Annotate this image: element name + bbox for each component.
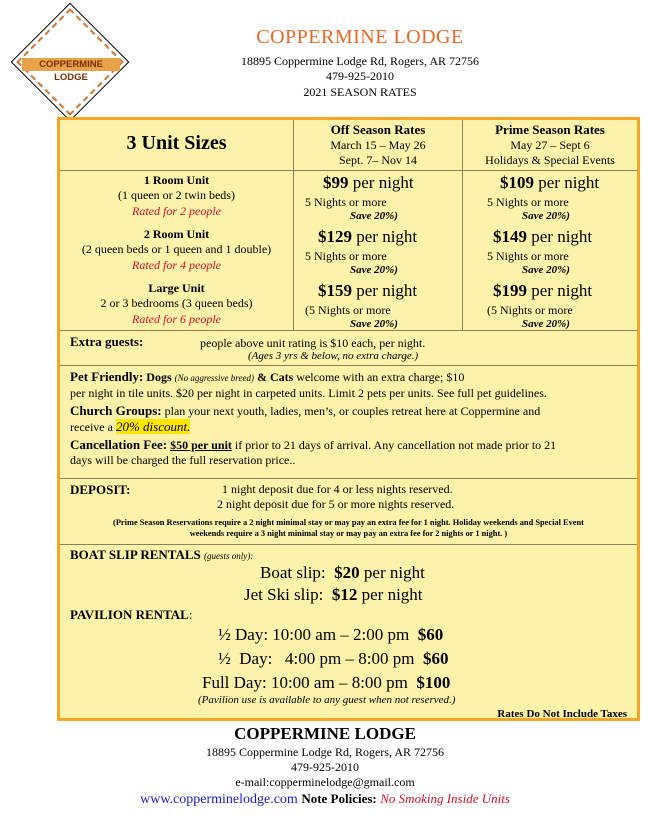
off-price: $99 <box>323 173 349 192</box>
save-note: Save 20%) <box>522 210 570 222</box>
pet-label: Pet Friendly: <box>70 369 144 384</box>
footer-address: 18895 Coppermine Lodge Rd, Rogers, AR 72756 <box>206 745 444 759</box>
unit-rating: Rated for 4 people <box>132 258 221 272</box>
prime-price-row: $199 per night <box>493 281 593 300</box>
footer-policies-line: www.copperminelodge.com Note Policies: No Smoking Inside Units <box>140 791 510 807</box>
rates-box <box>57 117 640 721</box>
deposit-label: DEPOSIT: <box>70 482 131 497</box>
extra-guests-text: people above unit rating is $10 each, per night. <box>200 336 426 350</box>
deposit-line1: 1 night deposit due for 4 or less nights reserved. <box>222 482 453 496</box>
prime-price: $149 <box>493 227 527 246</box>
header-season: 2021 SEASON RATES <box>303 85 417 99</box>
save-note: Save 20%) <box>522 318 570 330</box>
cancel-label: Cancellation Fee: <box>70 437 168 452</box>
unit-desc: 2 or 3 bedrooms (3 queen beds) <box>100 296 253 310</box>
boat-slip-row: Boat slip: $20 per night <box>260 563 425 582</box>
policies-text: No Smoking Inside Units <box>380 791 510 806</box>
logo-text: COPPERMINE LODGE <box>22 58 120 71</box>
off-season-dates2: Sept. 7– Nov 14 <box>339 153 417 167</box>
discount-note: 5 Nights or more <box>305 195 387 209</box>
discount-note: 5 Nights or more <box>487 195 569 209</box>
footer-phone: 479-925-2010 <box>291 760 359 774</box>
discount-note: 5 Nights or more <box>305 249 387 263</box>
unit-rating: Rated for 2 people <box>132 204 221 218</box>
save-note: Save 20%) <box>350 210 398 222</box>
church-label: Church Groups: <box>70 403 162 418</box>
off-price: $159 <box>318 281 352 300</box>
prime-price-row: $109 per night <box>500 173 600 192</box>
off-price-row: $99 per night <box>323 173 414 192</box>
boat-heading: BOAT SLIP RENTALS (guests only): <box>70 547 254 562</box>
deposit-line2: 2 night deposit due for 5 or more nights reserved. <box>217 497 455 511</box>
unit-name: Large Unit <box>148 281 205 295</box>
off-season-title: Off Season Rates <box>330 122 426 137</box>
save-note: Save 20%) <box>350 318 398 330</box>
footer-email: e-mail:copperminelodge@gmail.com <box>235 775 415 789</box>
unit-desc: (2 queen beds or 1 queen and 1 double) <box>81 242 272 256</box>
prime-price-row: $149 per night <box>493 227 593 246</box>
pavilion-label: PAVILION RENTAL <box>70 607 189 622</box>
off-season-dates1: March 15 – May 26 <box>330 138 426 152</box>
prime-season-title: Prime Season Rates <box>495 122 605 137</box>
church-line2: receive a 20% discount. <box>70 419 191 434</box>
prime-season-dates1: May 27 – Sept 6 <box>510 138 590 152</box>
discount-highlight: 20% discount. <box>115 419 191 434</box>
taxes-note: Rates Do Not Include Taxes <box>497 708 627 720</box>
pet-line1: Pet Friendly: Dogs (No aggressive breed) & Cats welcome with an extra charge; $10 <box>70 369 465 384</box>
page-title: COPPERMINE LODGE <box>256 26 464 48</box>
pavilion-row: ½ Day: 10:00 am – 2:00 pm $60 <box>218 625 444 644</box>
deposit-note2: weekends require a 3 night minimal stay or may pay an extra fee for 2 nights or 1 night. ) <box>189 529 508 538</box>
unit-sizes-heading: 3 Unit Sizes <box>126 132 227 154</box>
prime-price: $199 <box>493 281 527 300</box>
header-address: 18895 Coppermine Lodge Rd, Rogers, AR 72756 <box>241 54 479 68</box>
discount-note: 5 Nights or more <box>487 249 569 263</box>
off-price-row: $129 per night <box>318 227 418 246</box>
jet-ski-row: Jet Ski slip: $12 per night <box>244 585 423 604</box>
pavilion-heading: PAVILION RENTAL: <box>70 607 193 622</box>
deposit-note1: (Prime Season Reservations require a 2 night minimal stay or may pay an extra fee for 1 night. Holiday weekends and Special Event <box>113 518 584 527</box>
prime-price: $109 <box>500 173 534 192</box>
boat-price: $20 <box>334 563 360 582</box>
pavilion-row: Full Day: 10:00 am – 8:00 pm $100 <box>202 673 451 692</box>
unit-rating: Rated for 6 people <box>132 312 221 326</box>
jet-price: $12 <box>331 585 358 604</box>
pet-line2: per night in tile units. $20 per night in carpeted units. Limit 2 pets per units. See full pet guidelines. <box>70 386 547 400</box>
logo <box>8 8 136 120</box>
save-note: Save 20%) <box>350 264 398 276</box>
pavilion-row: ½ Day: 4:00 pm – 8:00 pm $60 <box>218 649 449 668</box>
cancel-line1: Cancellation Fee: $50 per unit if prior to 21 days of arrival. Any cancellation not made prior to 21 <box>70 437 557 452</box>
discount-note: (5 Nights or more <box>487 303 573 317</box>
extra-guests-note: (Ages 3 yrs & below, no extra charge.) <box>248 350 419 362</box>
footer-title: COPPERMINE LODGE <box>234 724 416 743</box>
cancel-line2: days will be charged the full reservation price.. <box>70 453 296 467</box>
save-note: Save 20%) <box>522 264 570 276</box>
pavilion-note: (Pavilion use is available to any guest when not reserved.) <box>198 694 456 706</box>
off-price: $129 <box>318 227 352 246</box>
boat-label: BOAT SLIP RENTALS <box>70 547 201 562</box>
unit-desc: (1 queen or 2 twin beds) <box>118 188 235 202</box>
unit-name: 1 Room Unit <box>143 173 210 187</box>
off-price-row: $159 per night <box>318 281 418 300</box>
extra-guests-label: Extra guests: <box>70 334 144 349</box>
discount-note: (5 Nights or more <box>305 303 391 317</box>
prime-season-dates2: Holidays & Special Events <box>485 153 615 167</box>
website-link[interactable]: www.copperminelodge.com <box>140 792 298 807</box>
unit-name: 2 Room Unit <box>143 227 210 241</box>
header-phone: 479-925-2010 <box>326 69 394 83</box>
church-line1: Church Groups: plan your next youth, ladies, men’s, or couples retreat here at Coppermine and <box>70 403 541 418</box>
